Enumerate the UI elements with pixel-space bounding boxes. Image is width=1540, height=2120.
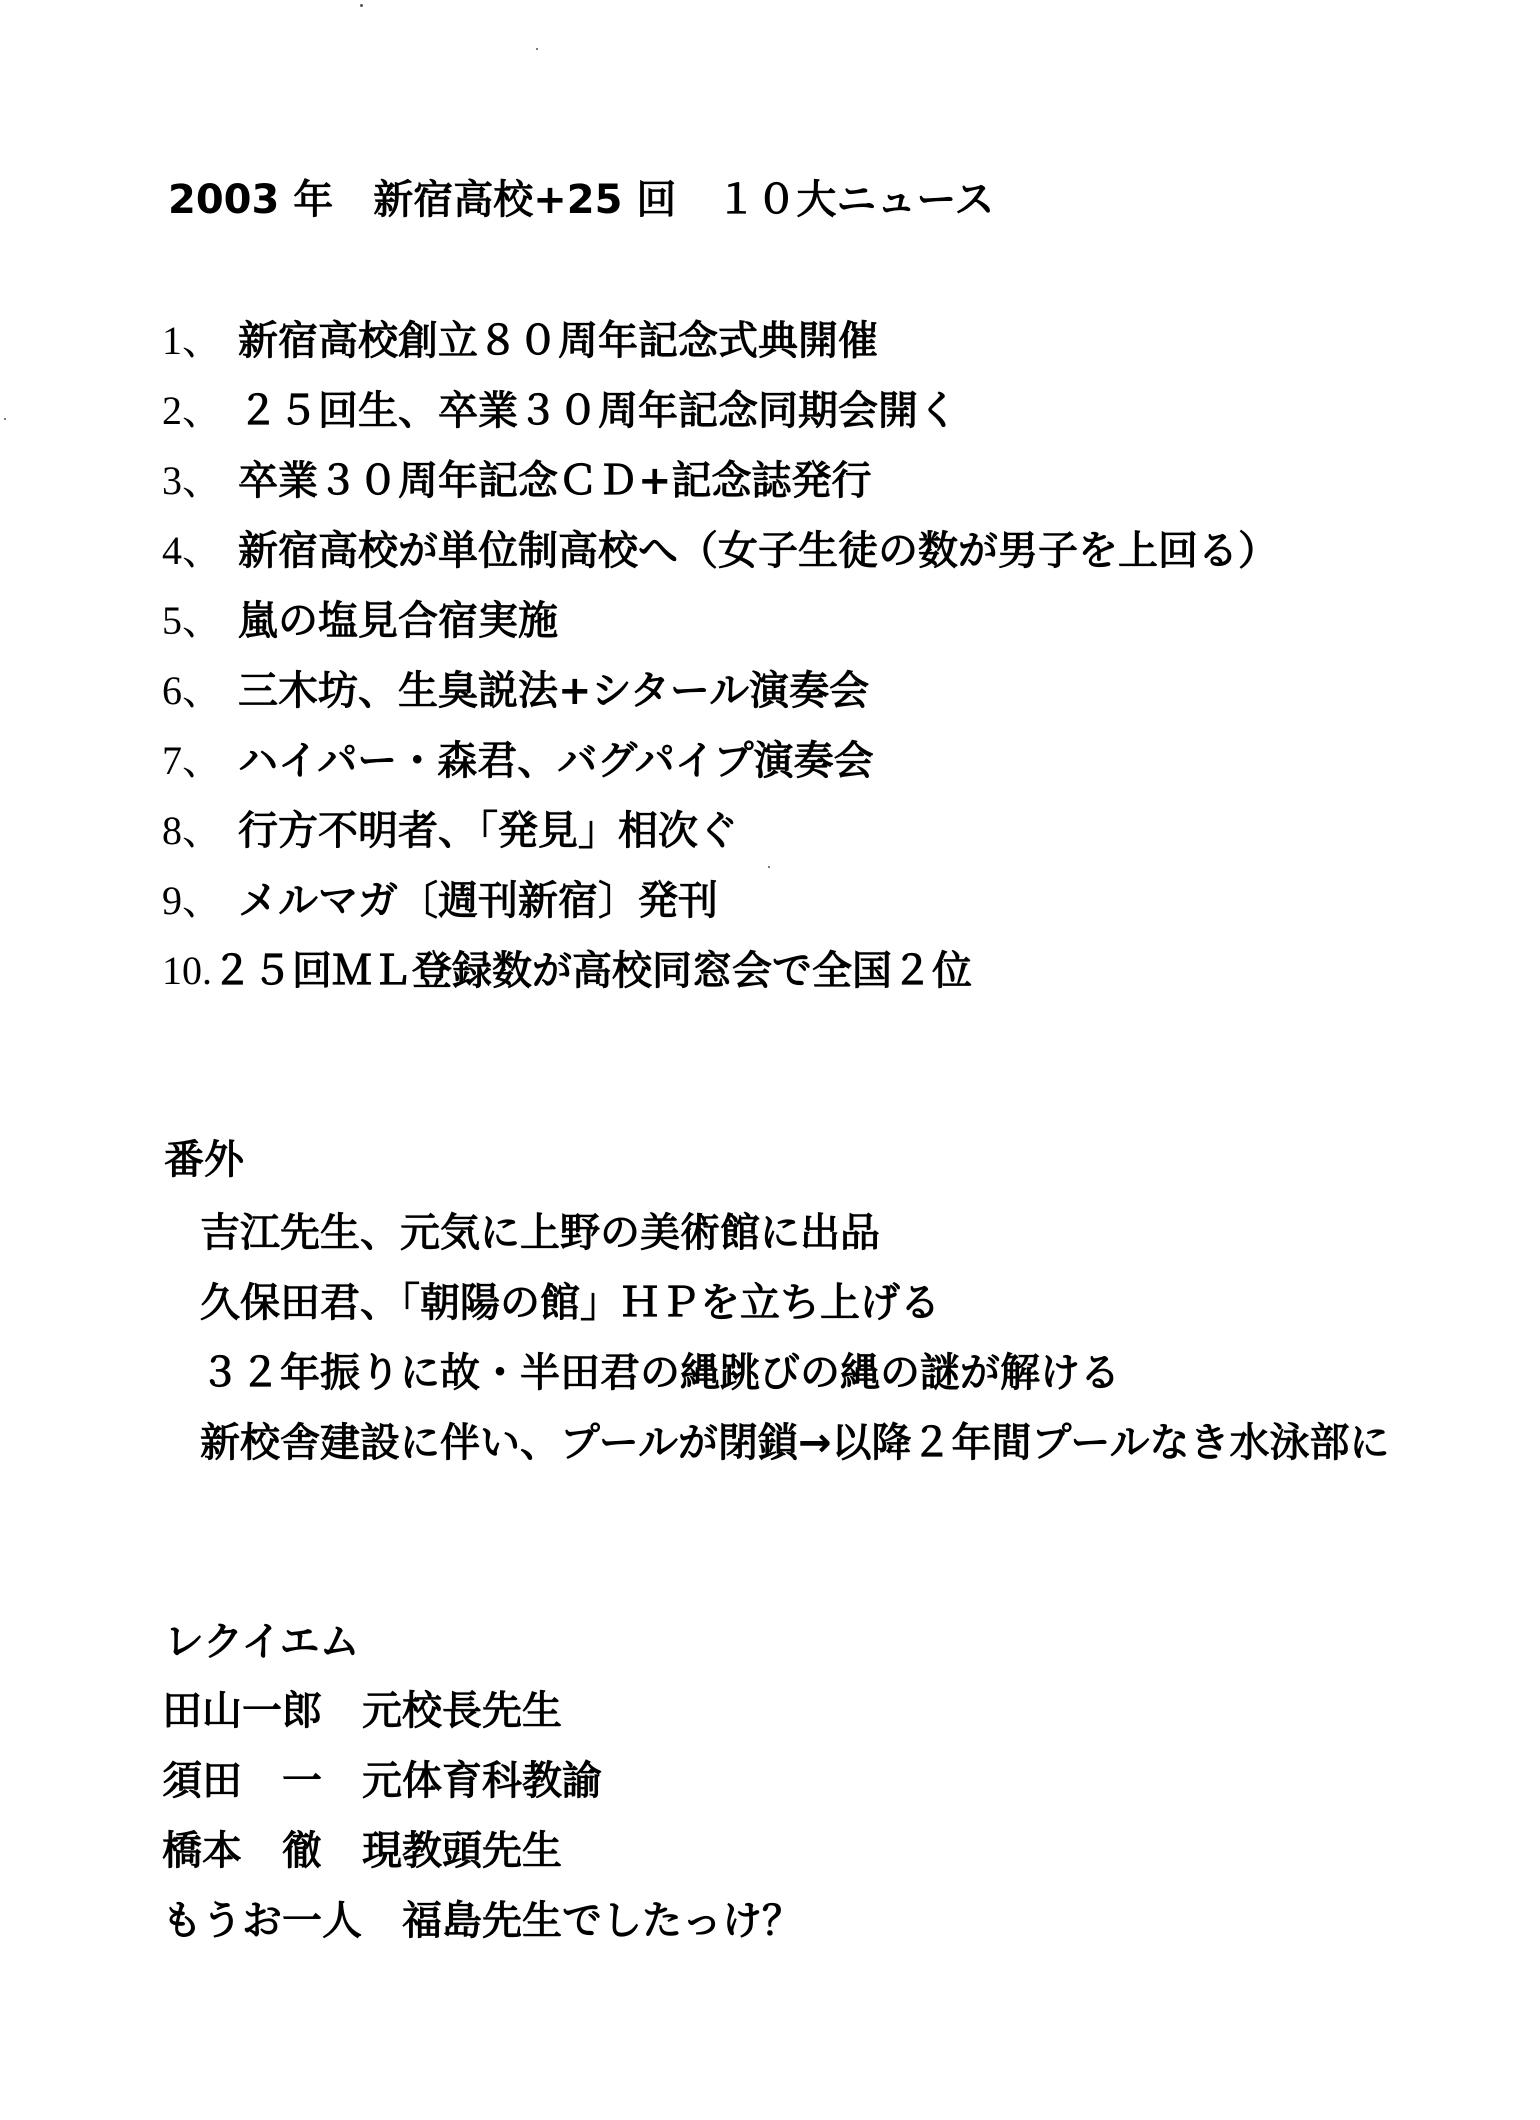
page-title: 2003 年 新宿高校+25 回 １０大ニュース — [168, 177, 995, 223]
item-number: 7、 — [162, 738, 222, 783]
requiem-list — [162, 1676, 802, 1956]
list-item — [162, 656, 1278, 726]
item-number: 3、 — [162, 458, 222, 503]
item-text: メルマガ〔週刊新宿〕発刊 — [238, 878, 718, 924]
item-text: 新宿高校が単位制高校へ（女子生徒の数が男子を上回る） — [238, 528, 1278, 574]
scan-speck — [360, 4, 363, 7]
list-item — [162, 586, 1278, 656]
list-item: 新校舎建設に伴い、プールが閉鎖→以降２年間プールなき水泳部に — [200, 1420, 1390, 1466]
item-number: 5、 — [162, 598, 222, 643]
item-text: ２５回生、卒業３０周年記念同期会開く — [238, 388, 958, 434]
scan-speck — [4, 418, 6, 420]
item-number: 2、 — [162, 388, 222, 433]
item-number: 6、 — [162, 668, 222, 713]
list-item — [162, 796, 1278, 866]
item-text: ハイパー・森君、バグパイプ演奏会 — [238, 738, 874, 784]
list-item — [162, 376, 1278, 446]
list-item — [162, 446, 1278, 516]
item-text: 三木坊、生臭説法+シタール演奏会 — [238, 668, 870, 714]
item-text: 卒業３０周年記念ＣＤ+記念誌発行 — [238, 458, 872, 504]
item-text: 嵐の塩見合宿実施 — [238, 598, 558, 644]
item-text: 新宿高校創立８０周年記念式典開催 — [238, 318, 878, 364]
list-item: 吉江先生、元気に上野の美術館に出品 — [200, 1210, 880, 1256]
list-item — [162, 306, 1278, 376]
list-item: もうお一人 福島先生でしたっけ？ — [162, 1898, 802, 1944]
list-item: ３２年振りに故・半田君の縄跳びの縄の謎が解ける — [200, 1350, 1120, 1396]
item-text: ２５回ＭＬ登録数が高校同窓会で全国２位 — [212, 948, 972, 994]
list-item: 橋本 徹 現教頭先生 — [162, 1828, 562, 1874]
top-ten-list — [162, 306, 1278, 1006]
item-number: 10. — [162, 948, 212, 993]
list-item: 田山一郎 元校長先生 — [162, 1688, 562, 1734]
scan-speck — [536, 48, 538, 50]
list-item: 久保田君、「朝陽の館」ＨＰを立ち上げる — [200, 1280, 940, 1326]
list-item — [162, 936, 1278, 1006]
item-number: 9、 — [162, 878, 222, 923]
extras-list — [200, 1198, 1390, 1478]
item-text: 行方不明者、「発見」相次ぐ — [238, 808, 738, 854]
list-item: 須田 一 元体育科教諭 — [162, 1758, 602, 1804]
list-item — [162, 516, 1278, 586]
extras-heading: 番外 — [164, 1137, 244, 1183]
item-number: 4、 — [162, 528, 222, 573]
list-item — [162, 866, 1278, 936]
item-number: 8、 — [162, 808, 222, 853]
requiem-heading: レクイエム — [164, 1619, 360, 1665]
item-number: 1、 — [162, 318, 222, 363]
list-item — [162, 726, 1278, 796]
